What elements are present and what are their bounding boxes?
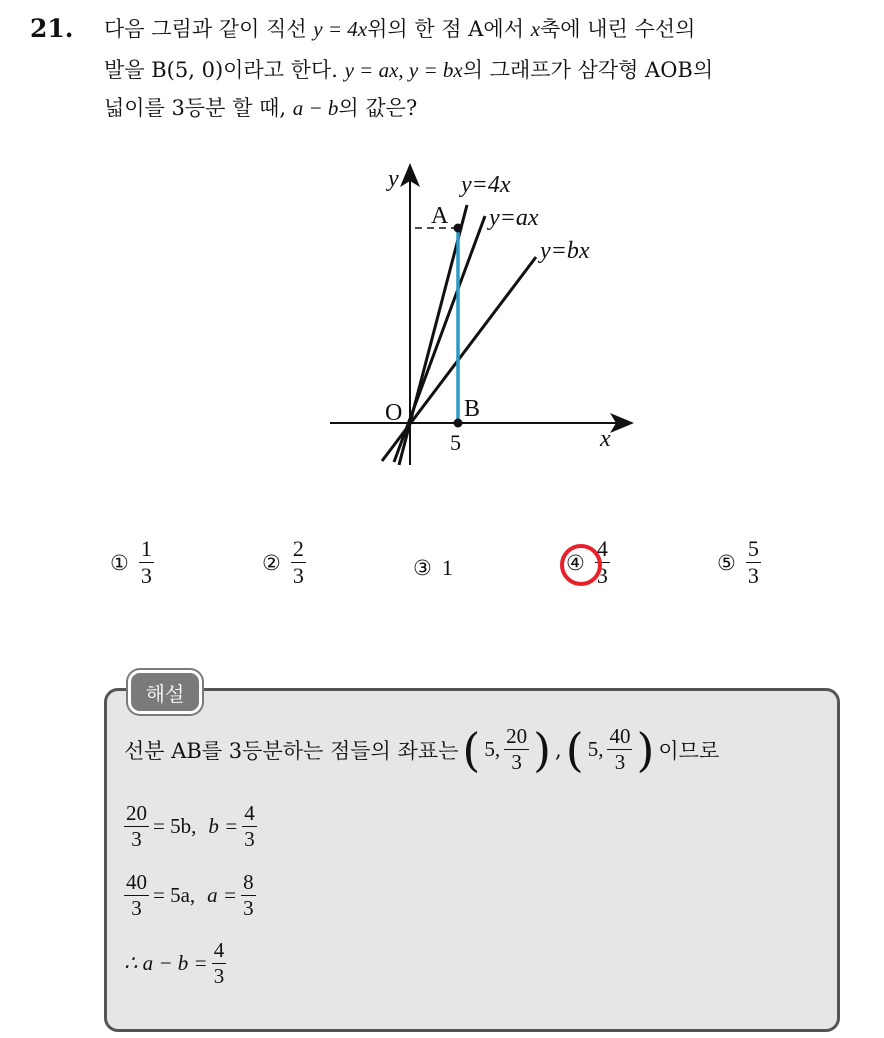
- choice-3[interactable]: [413, 555, 453, 581]
- question-text: 축에 내린 수선의: [540, 17, 696, 41]
- line-bx-label: y=bx: [540, 238, 590, 264]
- fraction: $\frac{8}{3}$: [243, 870, 254, 920]
- solution-text: 선분 AB를 3등분하는 점들의 좌표는: [124, 738, 459, 763]
- question-text: 의 그래프가 삼각형 AOB의: [462, 58, 714, 82]
- solution-line-1: [124, 722, 720, 777]
- origin-label: O: [385, 400, 403, 426]
- solution-line-2: [124, 803, 257, 850]
- question-text: 다음 그림과 같이 직선: [104, 17, 314, 41]
- choice-number: ①: [110, 550, 129, 575]
- question-math: y = 4x: [313, 17, 368, 41]
- solution-text: 이므로: [658, 738, 720, 763]
- choice-number: ③: [413, 556, 432, 580]
- choice-number: ④: [566, 551, 585, 575]
- solution-line-3: [124, 872, 256, 919]
- x-axis-label: x: [600, 426, 611, 452]
- choice-number: ②: [262, 550, 281, 575]
- line-4x-label: y=4x: [461, 172, 511, 198]
- fraction: $\frac{40}{3}$: [609, 724, 631, 774]
- paren-close: ): [533, 722, 552, 777]
- fraction: $\frac{20}{3}$: [126, 801, 147, 851]
- paren-close: ): [636, 722, 655, 777]
- question-text: 의 값은?: [338, 96, 418, 120]
- choice-1[interactable]: [110, 538, 154, 587]
- question-text: 넓이를 3등분 할 때,: [104, 96, 293, 120]
- equation: = 5b,: [153, 814, 197, 838]
- choice-5[interactable]: [717, 538, 761, 587]
- question-text: 발을 B(5, 0)이라고 한다.: [104, 58, 345, 82]
- point-a-label: A: [431, 203, 449, 229]
- y-axis-label: y: [388, 166, 399, 192]
- choice-value: $\frac{2}{3}$: [292, 536, 304, 588]
- choice-value: $\frac{1}{3}$: [140, 536, 152, 588]
- question-number: 21.: [30, 14, 74, 43]
- comma: ,: [555, 737, 562, 762]
- point-x: 5,: [587, 737, 604, 761]
- question-text: 위의 한 점 A에서: [367, 17, 531, 41]
- point-b: [454, 419, 463, 428]
- point-b-label: B: [464, 396, 481, 422]
- tick-label: 5: [450, 430, 461, 455]
- choice-value: $\frac{4}{3}$: [596, 536, 608, 588]
- choice-value: 1: [441, 555, 453, 580]
- question-math: y = ax, y = bx: [344, 58, 463, 82]
- question-math: x: [530, 17, 541, 41]
- choice-value: $\frac{5}{3}$: [747, 536, 759, 588]
- fraction: $\frac{40}{3}$: [126, 870, 147, 920]
- point-x: 5,: [484, 737, 501, 761]
- fraction: $\frac{4}{3}$: [213, 938, 225, 988]
- choice-4[interactable]: [566, 538, 610, 587]
- equation: a =: [207, 883, 238, 907]
- paren-open: (: [462, 722, 481, 777]
- equation: ∴ a − b =: [124, 951, 208, 975]
- choice-number: ⑤: [717, 550, 736, 575]
- fraction: $\frac{20}{3}$: [506, 724, 528, 774]
- selected-answer-mark: [560, 544, 602, 586]
- paren-open: (: [565, 722, 584, 777]
- choice-2[interactable]: [262, 538, 306, 587]
- point-a: [454, 224, 463, 233]
- fraction: $\frac{4}{3}$: [244, 801, 255, 851]
- equation: = 5a,: [153, 883, 196, 907]
- line-ax-label: y=ax: [489, 205, 539, 231]
- solution-line-4: [124, 940, 226, 987]
- equation: b =: [208, 814, 239, 838]
- solution-tag: 해설: [128, 670, 202, 714]
- question-math: a − b: [292, 96, 339, 120]
